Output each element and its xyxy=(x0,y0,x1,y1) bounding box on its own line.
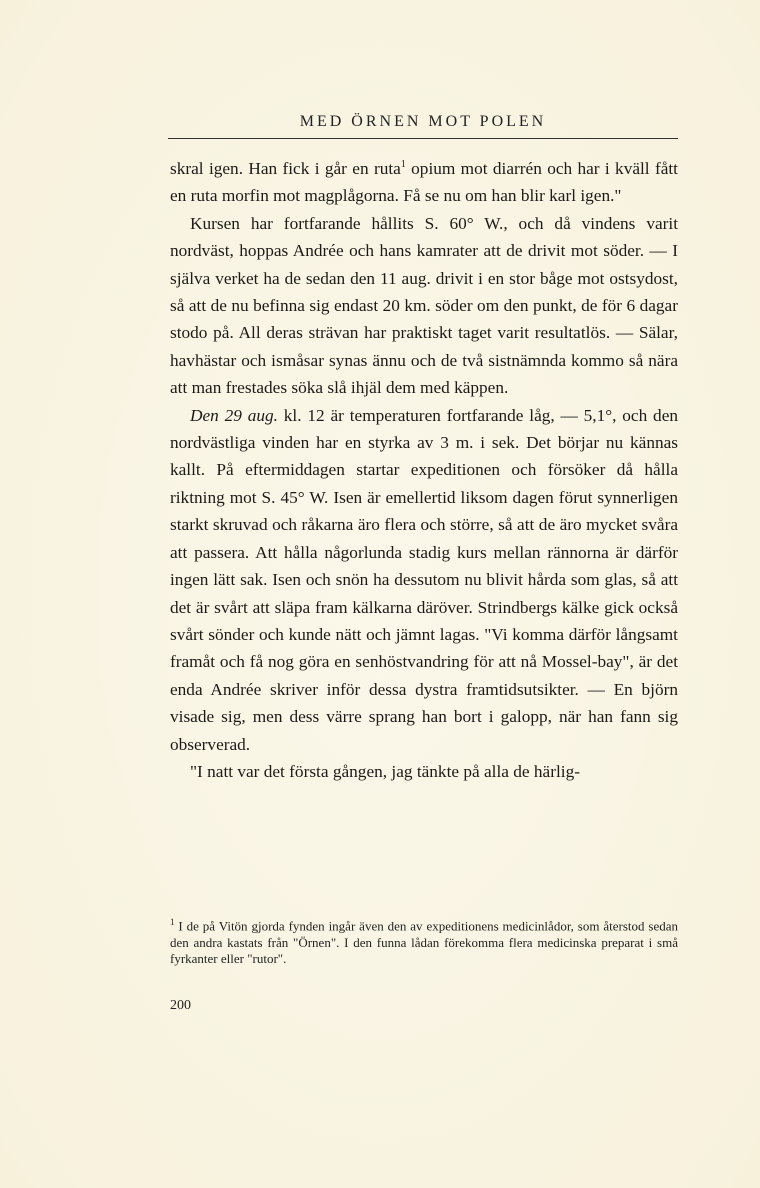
date-heading: Den 29 aug. xyxy=(190,405,278,425)
paragraph-3 xyxy=(170,402,678,758)
running-title: MED ÖRNEN MOT POLEN xyxy=(299,113,547,130)
paragraph-4: "I natt var det första gången, jag tänkte på alla de härlig- xyxy=(190,761,580,781)
paragraph-1-continuation: opium mot diarrén och har i kväll fått en ruta morfin mot magplågorna. Få se nu om han blir karl igen." xyxy=(170,159,678,206)
paragraph-2: Kursen har fortfarande hållits S. 60° W., och då vindens varit nordväst, hoppas Andrée och hans kamrater att de drivit mot söder. — I själva verket ha de sedan den 11 aug. drivit i en stor båge mot ostsydost, så att de nu befinna sig endast 20 km. söder om den punkt, de för 6 dagar stodo på. All deras strävan har praktiskt taget varit resultatlös. — Sälar, havhästar och ismåsar synas ännu och de två sistnämnda kommo så nära att man frestades söka slå ihjäl dem med käppen. xyxy=(170,213,678,398)
paragraph-1 xyxy=(170,155,678,210)
body-text xyxy=(170,155,678,785)
paragraph-1-text: skral igen. Han fick i går en ruta xyxy=(170,159,401,178)
header-rule xyxy=(168,138,678,139)
footnote-text: I de på Vitön gjorda fynden ingår även den av expeditionens medicinlådor, som återstod sedan den andra kastats från "Örnen". I den funna lådan förekomma flera medicinska preparat i små fyrkanter eller "rutor". xyxy=(170,918,678,967)
running-header xyxy=(168,112,678,139)
paragraph-3-text: kl. 12 är temperaturen fortfarande låg, — 5,1°, och den nordvästliga vinden har en styrka av 3 m. i sek. Det börjar nu kännas kallt. På eftermiddagen startar expeditionen och försöker då hålla riktning mot S. 45° W. Isen är emellertid liksom dagen förut synnerligen starkt skruvad och råkarna äro flera och större, så att de äro mycket svåra att passera. Att hålla någorlunda stadig kurs mellan rännorna är därför ingen lätt sak. Isen och snön ha dessutom nu blivit hårda som glas, så att det är svårt att släpa fram kälkarna däröver. Strindbergs kälke gick också svårt sönder och kunde nätt och jämnt lagas. "Vi komma därför långsamt framåt och få nog göra en senhöstvandring för att nå Mossel-bay", är det enda Andrée skriver inför dessa dystra framtidsutsikter. — En björn visade sig, men dess värre sprang han bort i galopp, när han fann sig observerad. xyxy=(170,405,678,754)
page-number: 200 xyxy=(170,998,191,1013)
footnote-reference: 1 xyxy=(400,159,406,171)
footnote-marker: 1 xyxy=(170,917,175,927)
footnote xyxy=(170,914,678,968)
